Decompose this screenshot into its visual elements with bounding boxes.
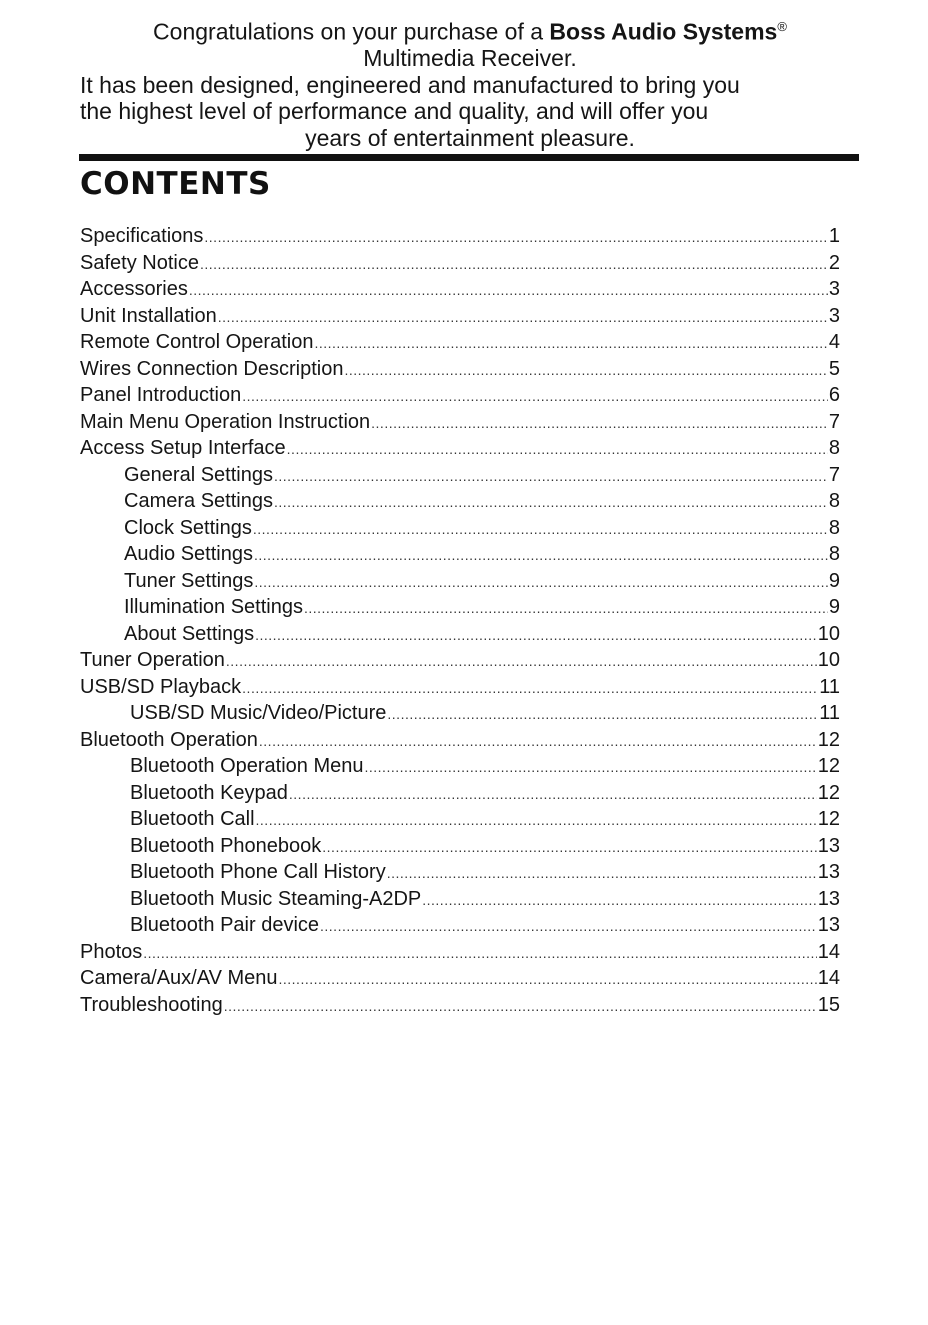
table-of-contents <box>80 223 840 1018</box>
toc-entry-label: Bluetooth Phonebook <box>130 834 322 857</box>
toc-entry-page: 14 <box>817 967 840 989</box>
toc-entry-label: Bluetooth Music Steaming-A2DP <box>130 887 422 910</box>
toc-entry-label: Unit Installation <box>80 304 217 327</box>
dot-leader <box>274 489 828 516</box>
toc-entry[interactable] <box>80 488 840 515</box>
toc-entry[interactable] <box>80 727 840 754</box>
toc-entry-page: 14 <box>817 940 840 963</box>
toc-entry[interactable] <box>80 621 840 648</box>
intro-line-5: years of entertainment pleasure. <box>305 124 635 151</box>
dot-leader <box>279 966 817 993</box>
toc-entry-page: 3 <box>828 304 840 327</box>
dot-leader <box>189 277 828 304</box>
toc-entry-label: About Settings <box>124 622 255 645</box>
toc-entry-label: USB/SD Music/Video/Picture <box>130 702 387 724</box>
dot-leader <box>304 595 828 622</box>
toc-entry-page: 7 <box>828 410 840 433</box>
toc-entry[interactable] <box>80 382 840 409</box>
dot-leader <box>274 463 828 490</box>
contents-title: CONTENTS <box>80 166 271 202</box>
dot-leader <box>387 701 818 728</box>
toc-entry-label: Accessories <box>80 278 188 300</box>
toc-entry-page: 9 <box>828 569 840 592</box>
dot-leader <box>255 622 817 649</box>
toc-entry[interactable] <box>80 356 840 383</box>
toc-entry-page: 7 <box>828 463 840 486</box>
toc-entry[interactable] <box>80 647 840 674</box>
dot-leader <box>242 675 818 702</box>
toc-entry[interactable] <box>80 250 840 277</box>
toc-entry-label: Illumination Settings <box>124 596 303 618</box>
toc-entry-page: 8 <box>828 490 840 512</box>
toc-entry-page: 11 <box>819 675 840 698</box>
dot-leader <box>365 754 817 781</box>
toc-entry-label: Tuner Operation <box>80 649 225 671</box>
intro-paragraph <box>80 14 860 151</box>
toc-entry-label: USB/SD Playback <box>80 675 242 698</box>
toc-entry-page: 13 <box>817 861 840 883</box>
toc-entry[interactable] <box>80 780 840 807</box>
toc-entry-label: Wires Connection Description <box>80 357 344 380</box>
toc-entry-label: Bluetooth Phone Call History <box>130 861 386 883</box>
toc-entry-page: 3 <box>828 278 840 300</box>
toc-entry[interactable] <box>80 965 840 992</box>
toc-entry[interactable] <box>80 515 840 542</box>
dot-leader <box>320 913 817 940</box>
toc-entry-page: 5 <box>828 357 840 380</box>
dot-leader <box>226 648 817 675</box>
toc-entry[interactable] <box>80 594 840 621</box>
brand-name: Boss Audio Systems <box>549 18 778 45</box>
toc-entry[interactable] <box>80 223 840 250</box>
dot-leader <box>200 251 828 278</box>
toc-entry-page: 8 <box>828 437 840 459</box>
toc-entry[interactable] <box>80 329 840 356</box>
toc-entry-label: Camera Settings <box>124 490 273 512</box>
intro-line-2: Multimedia Receiver. <box>363 45 577 72</box>
toc-entry[interactable] <box>80 806 840 833</box>
dot-leader <box>371 410 828 437</box>
intro-prefix: Congratulations on your purchase of a <box>153 18 544 45</box>
toc-entry-page: 2 <box>828 251 840 274</box>
toc-entry-label: Bluetooth Keypad <box>130 781 288 804</box>
toc-entry[interactable] <box>80 700 840 727</box>
toc-entry[interactable] <box>80 674 840 701</box>
intro-line-3: It has been designed, engineered and manufactured to bring you <box>80 71 740 98</box>
intro-line-1 <box>80 14 860 45</box>
toc-entry[interactable] <box>80 833 840 860</box>
dot-leader <box>289 781 817 808</box>
toc-entry[interactable] <box>80 753 840 780</box>
dot-leader <box>143 940 816 967</box>
toc-entry-page: 8 <box>828 516 840 539</box>
dot-leader <box>254 542 828 569</box>
toc-entry-page: 11 <box>819 702 840 724</box>
toc-entry-label: Troubleshooting <box>80 993 223 1016</box>
toc-entry-page: 12 <box>817 755 840 777</box>
dot-leader <box>387 860 817 887</box>
toc-entry-label: Bluetooth Operation Menu <box>130 755 364 777</box>
dot-leader <box>256 807 817 834</box>
dot-leader <box>287 436 828 463</box>
toc-entry-label: Camera/Aux/AV Menu <box>80 967 278 989</box>
toc-entry-label: Main Menu Operation Instruction <box>80 410 371 433</box>
toc-entry-label: Remote Control Operation <box>80 331 314 353</box>
toc-entry-page: 9 <box>828 596 840 618</box>
dot-leader <box>259 728 817 755</box>
dot-leader <box>204 224 827 251</box>
intro-line-4: the highest level of performance and quality, and will offer you <box>80 98 709 125</box>
dot-leader <box>322 834 816 861</box>
toc-entry[interactable] <box>80 409 840 436</box>
dot-leader <box>422 887 817 914</box>
toc-entry[interactable] <box>80 462 840 489</box>
toc-entry-page: 8 <box>828 543 840 565</box>
toc-entry[interactable] <box>80 859 840 886</box>
toc-entry-page: 12 <box>817 728 840 751</box>
toc-entry-page: 13 <box>817 834 840 857</box>
toc-entry-page: 15 <box>817 993 840 1016</box>
toc-entry[interactable] <box>80 912 840 939</box>
dot-leader <box>314 330 827 357</box>
toc-entry-label: Audio Settings <box>124 543 253 565</box>
toc-entry-page: 10 <box>817 622 840 645</box>
dot-leader <box>224 993 817 1020</box>
dot-leader <box>242 383 828 410</box>
section-divider <box>79 154 859 161</box>
toc-entry-label: Specifications <box>80 225 204 247</box>
toc-entry-page: 4 <box>828 331 840 353</box>
dot-leader <box>253 516 828 543</box>
dot-leader <box>254 569 828 596</box>
toc-entry[interactable] <box>80 568 840 595</box>
toc-entry-label: General Settings <box>124 463 273 486</box>
toc-entry[interactable] <box>80 992 840 1019</box>
toc-entry-label: Tuner Settings <box>124 569 254 592</box>
toc-entry-page: 13 <box>817 914 840 936</box>
dot-leader <box>344 357 827 384</box>
toc-entry[interactable] <box>80 435 840 462</box>
toc-entry-label: Photos <box>80 940 143 963</box>
toc-entry-page: 12 <box>817 781 840 804</box>
toc-entry-page: 10 <box>817 649 840 671</box>
toc-entry[interactable] <box>80 303 840 330</box>
toc-entry-page: 13 <box>817 887 840 910</box>
toc-entry-label: Panel Introduction <box>80 384 242 406</box>
toc-entry-label: Access Setup Interface <box>80 437 286 459</box>
registered-mark: ® <box>777 19 787 34</box>
toc-entry-label: Bluetooth Call <box>130 808 255 830</box>
toc-entry-page: 1 <box>828 225 840 247</box>
toc-entry[interactable] <box>80 276 840 303</box>
toc-entry-page: 6 <box>828 384 840 406</box>
toc-entry-label: Clock Settings <box>124 516 252 539</box>
toc-entry-label: Bluetooth Pair device <box>130 914 320 936</box>
toc-entry[interactable] <box>80 886 840 913</box>
toc-entry-label: Bluetooth Operation <box>80 728 258 751</box>
toc-entry[interactable] <box>80 541 840 568</box>
dot-leader <box>218 304 828 331</box>
toc-entry-page: 12 <box>817 808 840 830</box>
toc-entry-label: Safety Notice <box>80 251 199 274</box>
toc-entry[interactable] <box>80 939 840 966</box>
